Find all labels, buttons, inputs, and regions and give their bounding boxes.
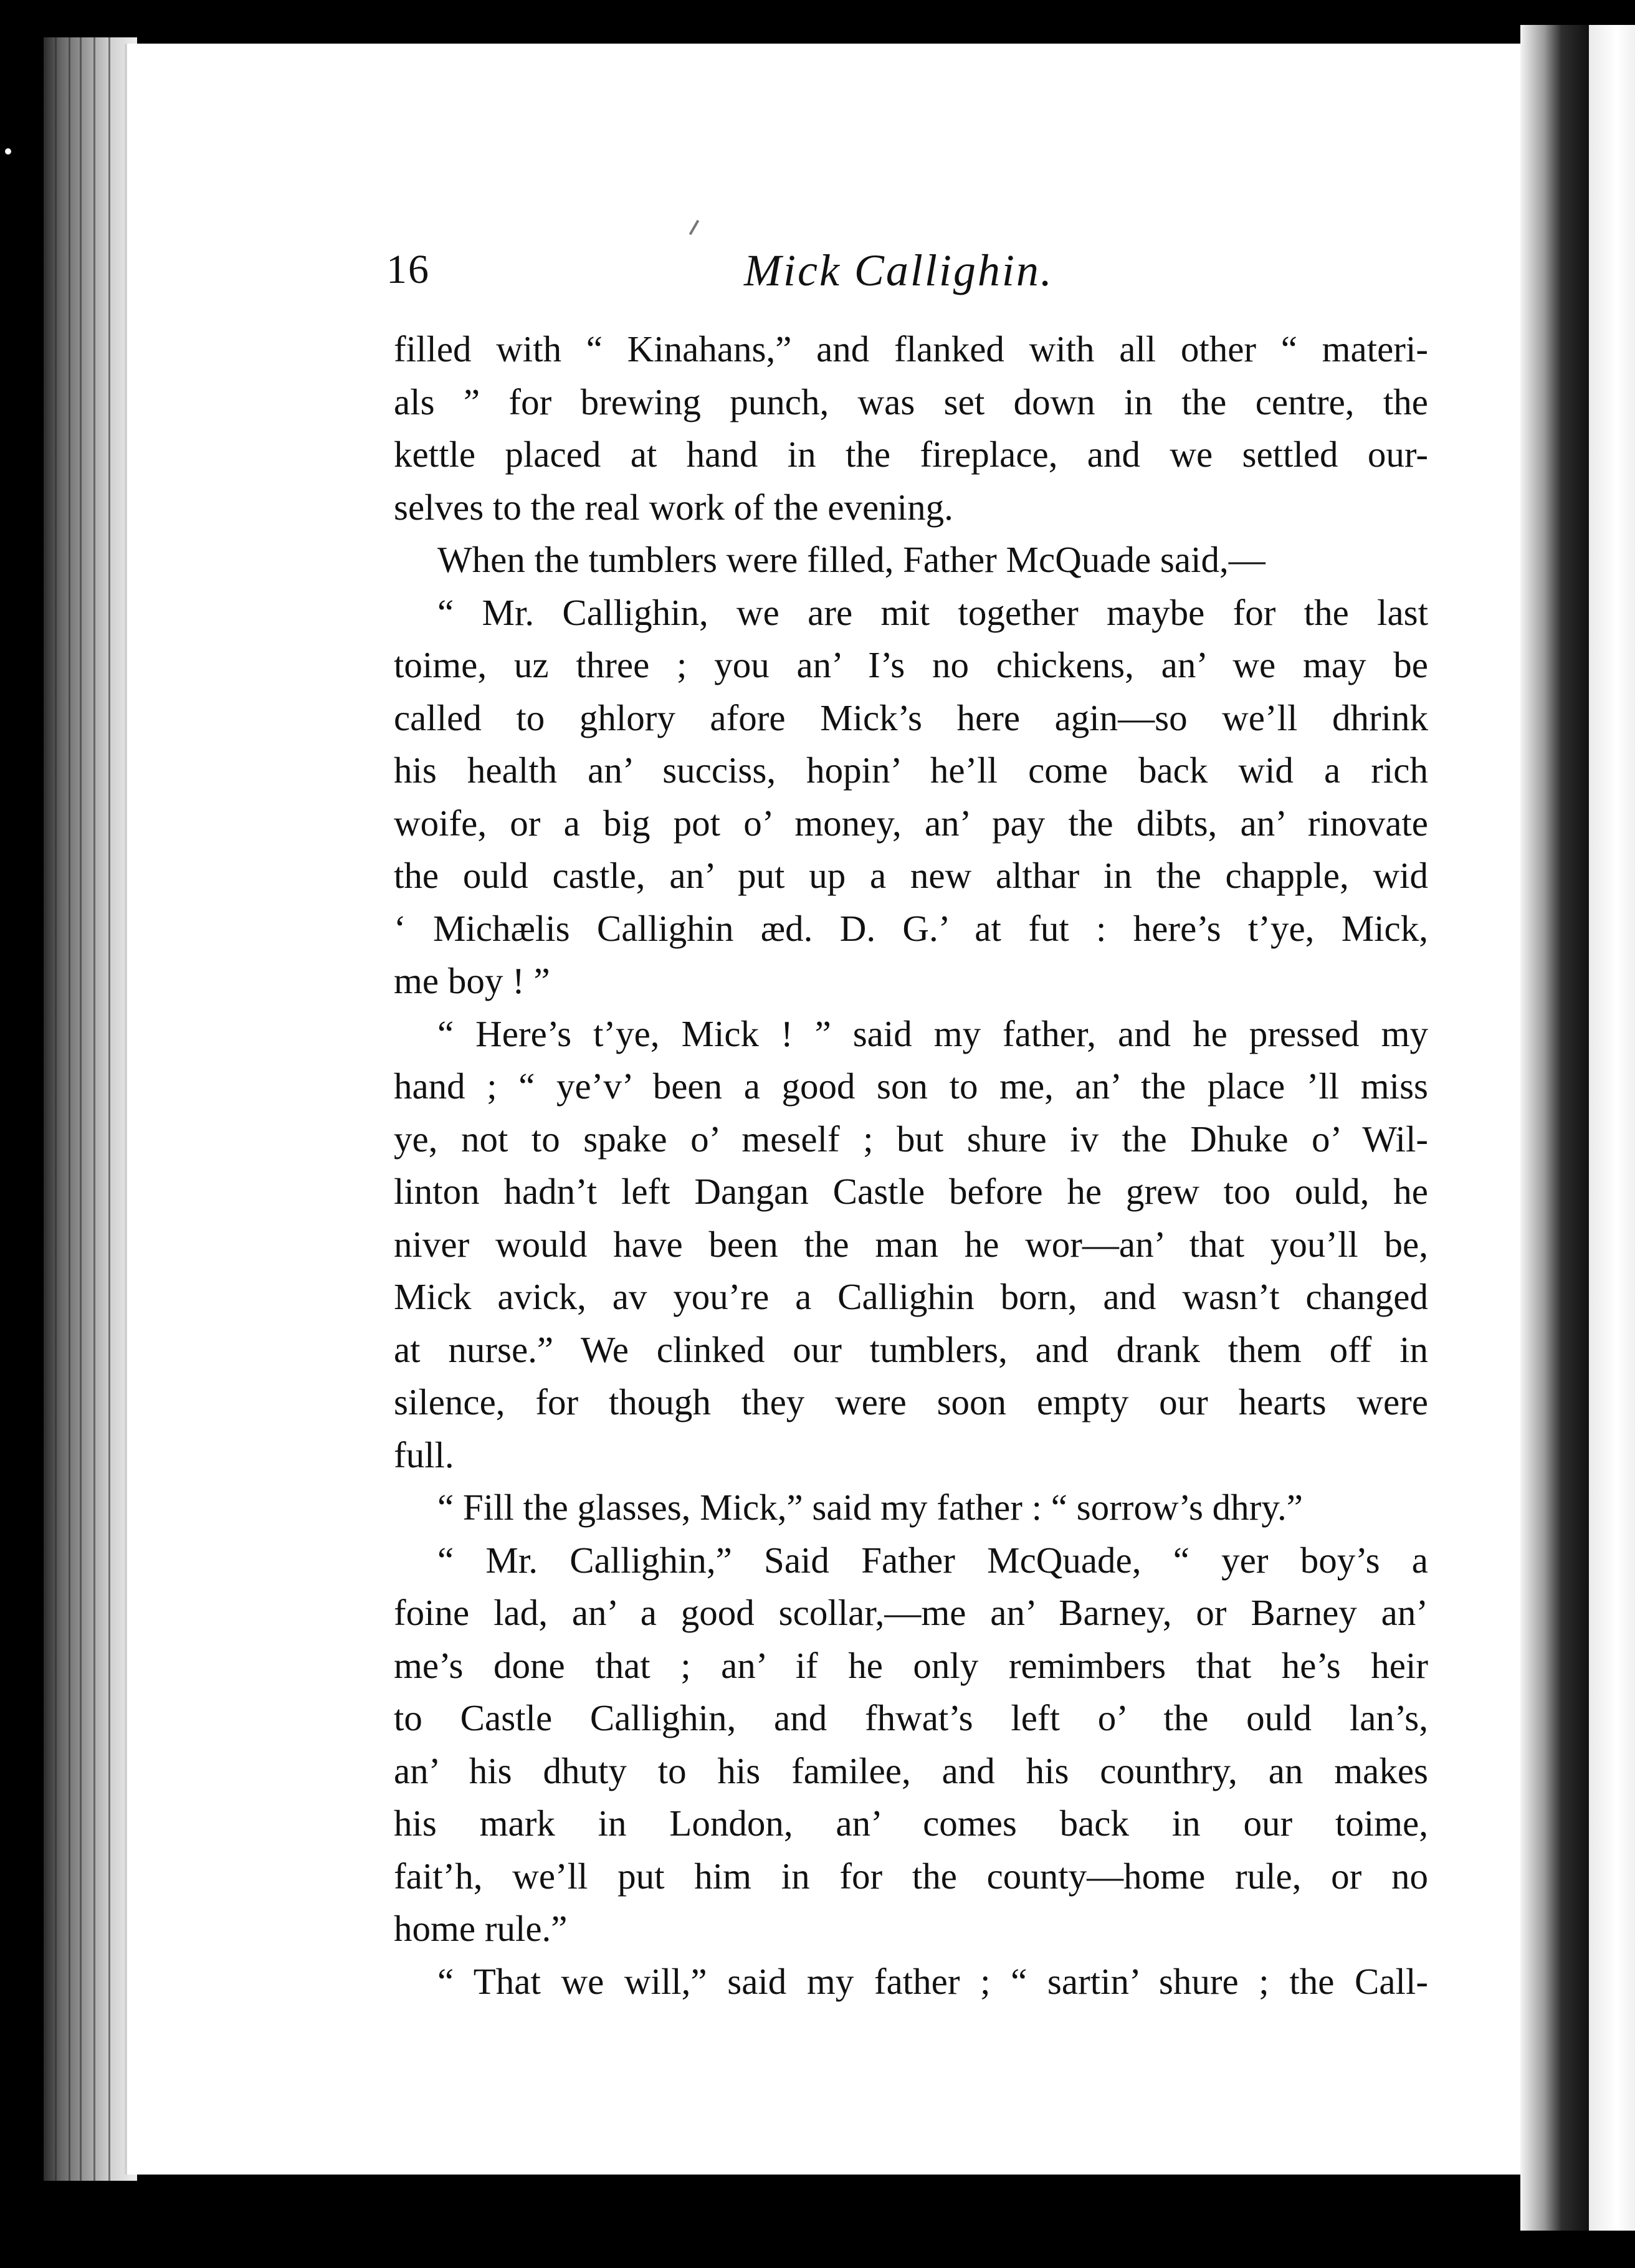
text-line: linton hadn’t left Dangan Castle before he grew too ould, he bbox=[394, 1171, 1428, 1212]
text-line: at nurse.” We clinked our tumblers, and drank them off in bbox=[394, 1328, 1428, 1370]
binding-gutter-shadow bbox=[1520, 25, 1589, 2231]
text-line: “ Mr. Callighin, we are mit together maybe for the last bbox=[437, 591, 1428, 633]
text-line: called to ghlory afore Mick’s here agin—so we’ll dhrink bbox=[394, 697, 1428, 738]
text-line: hand ; “ ye’v’ been a good son to me, an’ the place ’ll miss bbox=[394, 1065, 1428, 1107]
text-line: “ Here’s t’ye, Mick ! ” said my father, and he pressed my bbox=[437, 1012, 1428, 1054]
text-line: his mark in London, an’ comes back in our toime, bbox=[394, 1803, 1428, 1844]
text-line: full. bbox=[394, 1434, 454, 1475]
text-line: his health an’ succiss, hopin’ he’ll come back wid a rich bbox=[394, 750, 1428, 791]
body-text bbox=[394, 323, 1428, 2008]
text-line: niver would have been the man he wor—an’ that you’ll be, bbox=[394, 1223, 1428, 1265]
running-title: Mick Callighin. bbox=[744, 245, 1054, 295]
text-line: “ Fill the glasses, Mick,” said my father : “ sorrow’s dhry.” bbox=[437, 1487, 1303, 1528]
text-line: als ” for brewing punch, was set down in the centre, the bbox=[394, 381, 1428, 422]
text-line: to Castle Callighin, and fhwat’s left o’ the ould lan’s, bbox=[394, 1697, 1428, 1738]
text-line: When the tumblers were filled, Father McQuade said,— bbox=[437, 539, 1266, 580]
text-line: “ That we will,” said my father ; “ sartin’ shure ; the Call- bbox=[437, 1960, 1428, 2002]
text-line: ‘ Michælis Callighin æd. D. G.’ at fut : here’s t’ye, Mick, bbox=[394, 907, 1428, 949]
page-stack-edge bbox=[44, 37, 137, 2181]
text-line: ye, not to spake o’ meself ; but shure iv the Dhuke o’ Wil- bbox=[394, 1118, 1428, 1160]
text-line: fait’h, we’ll put him in for the county—home rule, or no bbox=[394, 1855, 1428, 1897]
text-line: filled with “ Kinahans,” and flanked with all other “ materi- bbox=[394, 328, 1428, 369]
text-line: foine lad, an’ a good scollar,—me an’ Barney, or Barney an’ bbox=[394, 1592, 1428, 1633]
scan-border-top bbox=[0, 0, 1635, 44]
text-line: the ould castle, an’ put up a new althar in the chapple, wid bbox=[394, 855, 1428, 896]
text-line: Mick avick, av you’re a Callighin born, and wasn’t changed bbox=[394, 1276, 1428, 1317]
text-line: an’ his dhuty to his familee, and his counthry, an makes bbox=[394, 1750, 1428, 1791]
text-line: selves to the real work of the evening. bbox=[394, 486, 953, 528]
scan-border-bottom bbox=[0, 2231, 1635, 2268]
facing-page-edge bbox=[1589, 25, 1635, 2231]
text-line: me’s done that ; an’ if he only remimbers that he’s heir bbox=[394, 1644, 1428, 1686]
running-header bbox=[386, 246, 1446, 315]
text-line: toime, uz three ; you an’ I’s no chickens, an’ we may be bbox=[394, 644, 1428, 685]
page-number: 16 bbox=[386, 247, 430, 292]
text-line: home rule.” bbox=[394, 1908, 568, 1949]
scan-speck bbox=[5, 148, 11, 155]
text-line: silence, for though they were soon empty our hearts were bbox=[394, 1381, 1428, 1422]
text-line: kettle placed at hand in the fireplace, and we settled our- bbox=[394, 434, 1428, 475]
text-line: “ Mr. Callighin,” Said Father McQuade, “ yer boy’s a bbox=[437, 1539, 1428, 1581]
text-line: woife, or a big pot o’ money, an’ pay the dibts, an’ rinovate bbox=[394, 802, 1428, 844]
text-line: me boy ! ” bbox=[394, 960, 550, 1001]
